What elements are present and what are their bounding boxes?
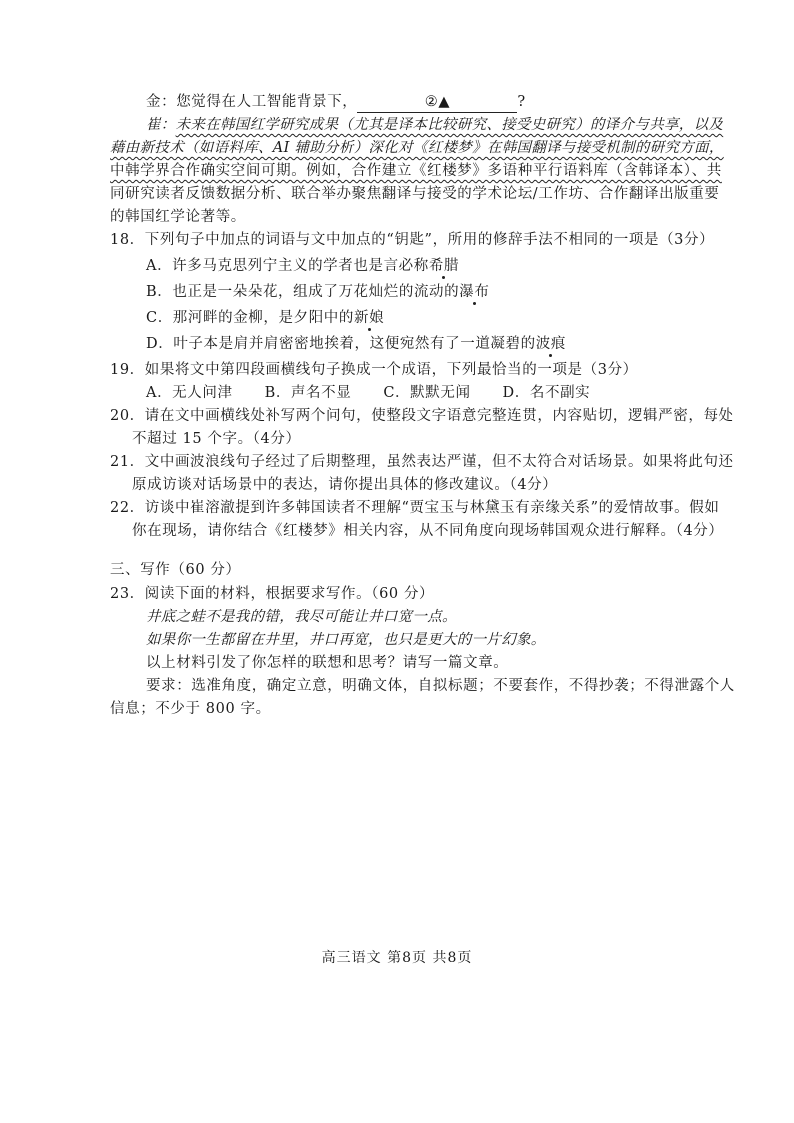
jin-speaker: 金：	[146, 94, 177, 110]
q18-option-a-dotted: 希腊	[428, 258, 460, 274]
q18-option-d-dotted: 波痕	[535, 336, 566, 352]
cui-line-5	[110, 207, 246, 227]
q18-option-c-text: C．那河畔的金柳，是夕阳中的	[146, 310, 354, 326]
cui-line-4	[110, 184, 719, 204]
jin-text: 您觉得在人工智能背景下，	[176, 94, 358, 110]
q18-option-b-text: B．也正是一朵朵花，组成了万花灿烂的流动的	[146, 284, 460, 300]
cui-text-2: 藉由新技术（如语料库、AI 辅助分析）深化对《红楼梦》在韩国翻译与接受机制的研究方面，	[110, 140, 724, 156]
q18-option-d-text: D．叶子本是肩并肩密密地挨着，这便宛然有了一道凝碧的	[146, 336, 536, 352]
q19-stem: 19．如果将文中第四段画横线句子换成一个成语，下列最恰当的一项是（3分）	[110, 362, 638, 378]
q18-option-b	[146, 282, 489, 302]
q19-option-a: A．无人问津	[146, 385, 233, 401]
cui-text-4: 同研究读者反馈数据分析、联合举办聚焦翻译与接受的学术论坛/工作坊、合作翻译出版重要	[110, 186, 720, 202]
cui-line-2	[110, 138, 724, 158]
q18-option-a-text: A．许多马克思列宁主义的学者也是言必称	[146, 258, 429, 274]
section-3-title: 三、写作（60 分）	[110, 562, 241, 578]
q20-line-1: 20．请在文中画横线处补写两个问句，使整段文字语意完整连贯，内容贴切，逻辑严密，每处	[110, 408, 734, 424]
q18-option-a	[146, 256, 459, 276]
cui-line-1	[146, 115, 723, 135]
q23-prompt: 以上材料引发了你怎样的联想和思考？请写一篇文章。	[146, 655, 509, 671]
answer-blank-2: ②▲	[357, 92, 517, 113]
cui-speaker: 崔：	[146, 117, 176, 133]
q23-stem: 23．阅读下面的材料，根据要求写作。（60 分）	[110, 586, 435, 602]
q21-line-1: 21．文中画波浪线句子经过了后期整理，虽然表达严谨，但不太符合对话场景。如果将此句还	[110, 454, 734, 470]
q23-material-line-2: 如果你一生都留在井里，井口再宽，也只是更大的一片幻象。	[146, 632, 546, 648]
cui-text-5: 的韩国红学论著等。	[110, 209, 246, 225]
q19-option-d: D．名不副实	[502, 385, 591, 401]
jin-end: ?	[517, 94, 526, 110]
q19-options	[146, 383, 590, 403]
q18-stem: 18．下列句子中加点的词语与文中加点的“钥匙”，所用的修辞手法不相同的一项是（3分）	[110, 232, 715, 248]
q20-line-2: 不超过 15 个字。（4分）	[132, 431, 301, 447]
page-footer: 高三语文 第8页 共8页	[321, 950, 473, 966]
q23-requirements-line-2: 信息；不少于 800 字。	[110, 701, 271, 717]
q18-option-b-dotted: 瀑布	[459, 284, 490, 300]
q19-option-c: C．默默无闻	[383, 385, 471, 401]
cui-text-1: 未来在韩国红学研究成果（尤其是译本比较研究、接受史研究）的译介与共享，以及	[175, 117, 724, 133]
cui-line-3	[110, 161, 722, 181]
q22-line-2: 你在现场，请你结合《红楼梦》相关内容，从不同角度向现场韩国观众进行解释。（4分）	[132, 523, 724, 539]
jin-question-line	[146, 92, 526, 113]
q18-option-c	[146, 308, 384, 328]
q21-line-2: 原成访谈对话场景中的表达，请你提出具体的修改建议。（4分）	[132, 477, 558, 493]
q18-option-d	[146, 334, 566, 354]
cui-text-3: 中韩学界合作确实空间可期。例如，合作建立《红楼梦》多语种平行语料库（含韩译本）、共	[110, 163, 722, 179]
q18-option-c-dotted: 新娘	[354, 310, 385, 326]
q22-line-1: 22．访谈中崔溶澈提到许多韩国读者不理解“贾宝玉与林黛玉有亲缘关系”的爱情故事。假如	[110, 500, 720, 516]
q23-material-line-1: 井底之蛙不是我的错，我尽可能让井口宽一点。	[146, 609, 457, 625]
q19-option-b: B．声名不显	[264, 385, 352, 401]
q23-requirements-line-1: 要求：选准角度，确定立意，明确文体，自拟标题；不要套作，不得抄袭；不得泄露个人	[146, 678, 735, 694]
